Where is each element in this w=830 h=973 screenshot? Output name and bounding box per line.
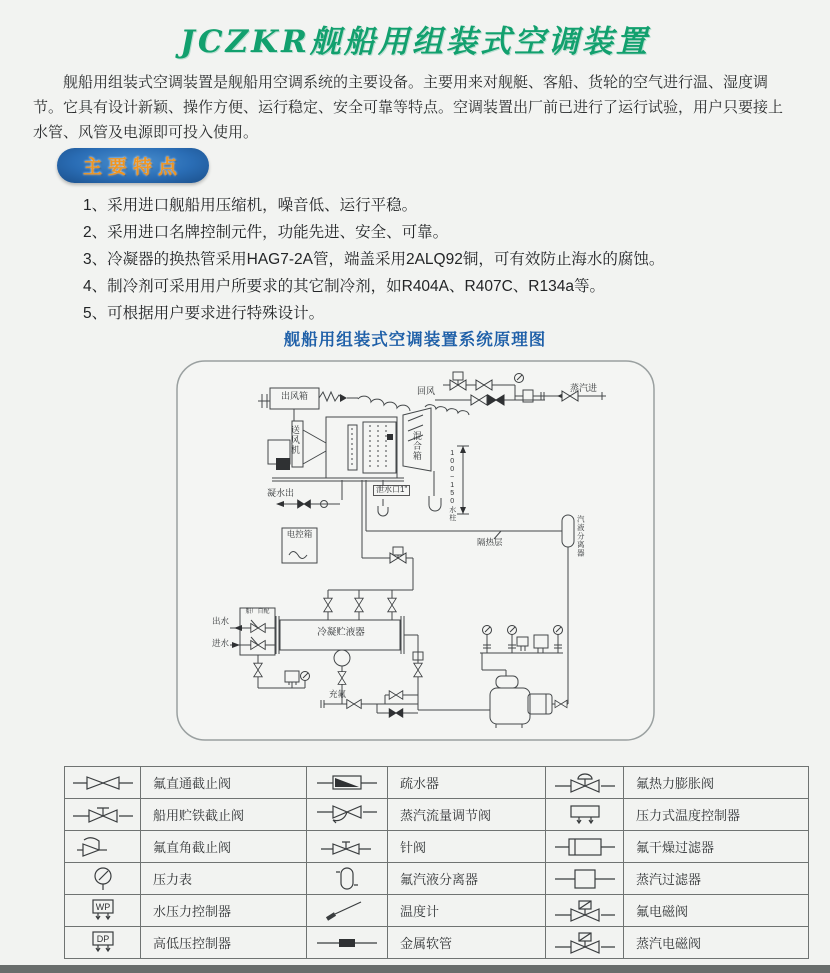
table-row (65, 895, 809, 927)
legend-label: 高低压控制器 (141, 927, 307, 959)
metal-hose-icon (307, 927, 388, 959)
legend-label: 船用贮铁截止阀 (141, 799, 307, 831)
feature-item: 3、冷凝器的换热管采用HAG7-2A管，端盖采用2ALQ92铜，可有效防止海水的腐蚀。 (83, 251, 665, 268)
pressure-temperature-controller-icon (546, 799, 624, 831)
straight-stop-valve-icon (65, 767, 141, 799)
feature-item: 5、可根据用户要求进行特殊设计。 (83, 305, 325, 322)
charge-label: 充氟 (329, 689, 347, 699)
legend-label: 温度计 (388, 895, 546, 927)
water-in-label: 进水 (212, 638, 230, 648)
legend-label: 氟直角截止阀 (141, 831, 307, 863)
table-row (65, 831, 809, 863)
angle-stop-valve-icon (65, 831, 141, 863)
pressure-gauge-icon (65, 863, 141, 895)
feature-item: 4、制冷剂可采用用户所要求的其它制冷剂，如R404A、R407C、R134a等。 (83, 278, 605, 295)
drying-filter-icon (546, 831, 624, 863)
condenser-label: 冷凝贮液器 (317, 627, 365, 638)
supply-fan-label: 送风机 (289, 425, 300, 455)
features-heading-badge (57, 148, 209, 183)
shipyard-label: 船厂自配 (245, 609, 270, 615)
steam-filter-icon (546, 863, 624, 895)
symbol-legend-table (64, 766, 809, 959)
table-row (65, 767, 809, 799)
table-row (65, 927, 809, 959)
legend-label: 疏水器 (388, 767, 546, 799)
wp-symbol-text: WP (95, 901, 110, 912)
features-list (83, 192, 783, 327)
legend-label: 水压力控制器 (141, 895, 307, 927)
water-column-label: 100~150水柱 (448, 450, 456, 522)
high-low-pressure-controller-icon (65, 927, 141, 959)
outlet-box-label: 出风箱 (280, 391, 308, 401)
steam-solenoid-valve-icon (546, 927, 624, 959)
drain-port-label: 泄水口1" (373, 485, 410, 496)
legend-label: 蒸汽过滤器 (624, 863, 809, 895)
marine-iron-stop-valve-icon (65, 799, 141, 831)
water-pressure-controller-icon (65, 895, 141, 927)
separator-label: 汽液分离器 (576, 515, 586, 558)
diagram-title: 舰船用组装式空调装置系统原理图 (283, 331, 547, 349)
insulation-label: 隔热层 (477, 537, 503, 547)
page-title: JCZKR舰船用组装式空调装置 (180, 24, 650, 60)
intro-paragraph: 舰船用组装式空调装置是舰船用空调系统的主要设备。主要用来对舰艇、客船、货轮的空气进行温、湿度调节。它具有设计新颖、操作方便、运行稳定、安全可靠等特点。空调装置出厂前已进行了运行试验，用户只要接上水管、风管及电源即可投入使用。 (33, 74, 784, 142)
schematic-drawing (172, 358, 662, 746)
table-row (65, 799, 809, 831)
legend-label: 氟热力膨胀阀 (624, 767, 809, 799)
vapor-liquid-separator-icon (307, 863, 388, 895)
electric-box-label: 电控箱 (286, 529, 313, 539)
thermal-expansion-valve-icon (546, 767, 624, 799)
legend-label: 氟直通截止阀 (141, 767, 307, 799)
legend-label: 氟电磁阀 (624, 895, 809, 927)
legend-label: 针阀 (388, 831, 546, 863)
legend-label: 蒸汽电磁阀 (624, 927, 809, 959)
legend-label: 氟汽液分离器 (388, 863, 546, 895)
legend-label: 压力表 (141, 863, 307, 895)
return-air-label: 回风 (417, 386, 436, 396)
features-heading: 主要特点 (82, 157, 183, 178)
condensate-out-label: 凝水出 (267, 488, 295, 498)
mixing-box-label: 混合箱 (411, 431, 422, 461)
table-row (65, 863, 809, 895)
thermometer-icon (307, 895, 388, 927)
steam-flow-regulating-valve-icon (307, 799, 388, 831)
steam-in-label: 蒸汽进 (570, 383, 598, 393)
system-schematic-diagram (172, 358, 662, 746)
steam-trap-icon (307, 767, 388, 799)
legend-label: 氟干燥过滤器 (624, 831, 809, 863)
feature-item: 2、采用进口名牌控制元件，功能先进、安全、可靠。 (83, 224, 449, 241)
legend-label: 蒸汽流量调节阀 (388, 799, 546, 831)
needle-valve-icon (307, 831, 388, 863)
feature-item: 1、采用进口舰船用压缩机，噪音低、运行平稳。 (83, 197, 418, 214)
page-bottom-edge (0, 965, 830, 973)
water-out-label: 出水 (212, 616, 230, 626)
legend-label: 压力式温度控制器 (624, 799, 809, 831)
legend-label: 金属软管 (388, 927, 546, 959)
dp-symbol-text: DP (96, 933, 109, 944)
fluorine-solenoid-valve-icon (546, 895, 624, 927)
